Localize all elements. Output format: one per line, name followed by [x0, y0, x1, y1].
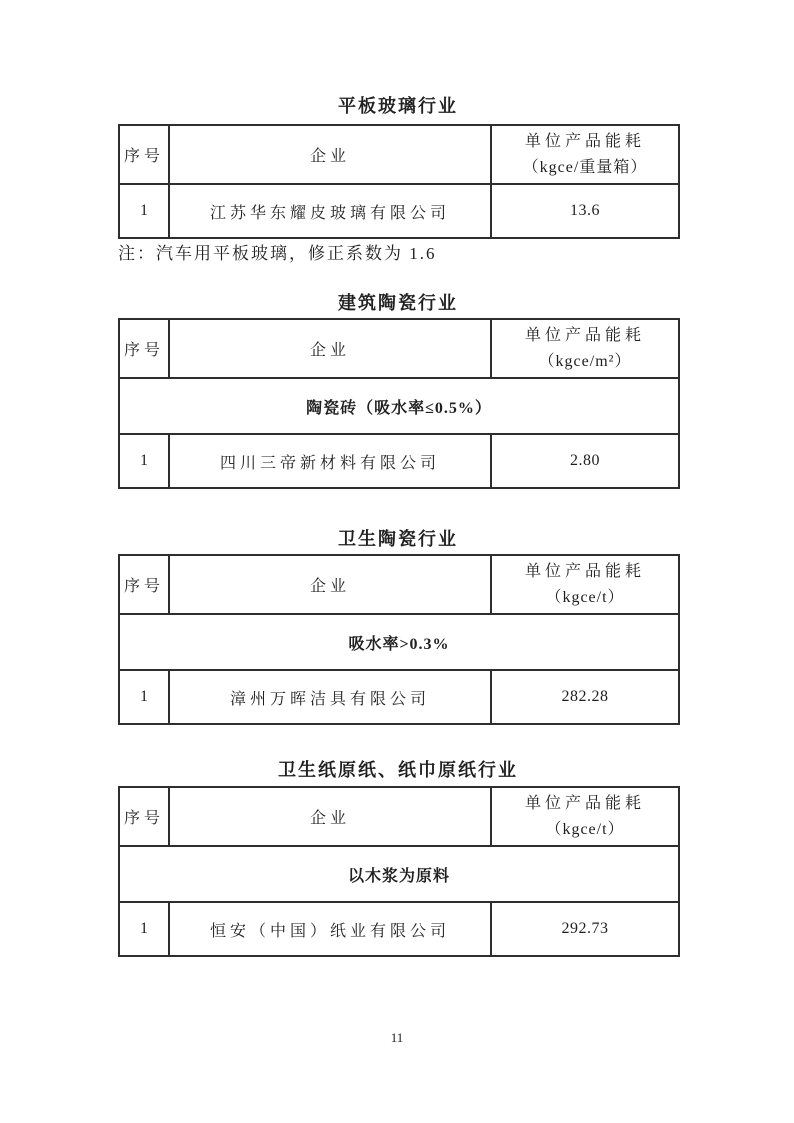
cell-company: 恒安（中国）纸业有限公司	[169, 902, 491, 956]
header-energy-line1: 单位产品能耗	[524, 794, 645, 812]
header-serial: 序号	[119, 787, 169, 846]
section-label: 吸水率>0.3%	[119, 614, 679, 670]
table-title-flat-glass: 平板玻璃行业	[338, 96, 458, 116]
header-company: 企业	[169, 787, 491, 846]
table-header-row	[119, 319, 679, 378]
header-energy-line1: 单位产品能耗	[524, 326, 645, 344]
header-company: 企业	[169, 555, 491, 614]
section-label: 陶瓷砖（吸水率≤0.5%）	[119, 378, 679, 434]
table-header-row	[119, 555, 679, 614]
tissue-paper-table	[118, 786, 680, 957]
table-header-row	[119, 125, 679, 184]
table-title-building-ceramics: 建筑陶瓷行业	[338, 293, 458, 313]
header-company: 企业	[169, 319, 491, 378]
header-energy-unit: （kgce/重量箱）	[522, 158, 648, 176]
cell-company: 漳州万晖洁具有限公司	[169, 670, 491, 724]
cell-company: 江苏华东耀皮玻璃有限公司	[169, 184, 491, 238]
cell-energy-value: 292.73	[491, 902, 679, 956]
section-label-row	[119, 614, 679, 670]
header-energy	[491, 125, 679, 184]
cell-energy-value: 13.6	[491, 184, 679, 238]
table-header-row	[119, 787, 679, 846]
table-title-tissue-paper: 卫生纸原纸、纸巾原纸行业	[278, 760, 518, 780]
cell-company: 四川三帝新材料有限公司	[169, 434, 491, 488]
header-energy	[491, 555, 679, 614]
table-row	[119, 434, 679, 488]
header-energy-unit: （kgce/m²）	[538, 352, 632, 370]
table-title-sanitary-ceramics: 卫生陶瓷行业	[338, 529, 458, 549]
header-energy-unit: （kgce/t）	[545, 588, 625, 606]
header-energy-line1: 单位产品能耗	[524, 132, 645, 150]
header-serial: 序号	[119, 319, 169, 378]
header-energy	[491, 319, 679, 378]
sanitary-ceramics-table	[118, 554, 680, 725]
header-energy-unit: （kgce/t）	[545, 820, 625, 838]
cell-serial: 1	[119, 434, 169, 488]
cell-energy-value: 282.28	[491, 670, 679, 724]
flat-glass-table	[118, 124, 680, 239]
header-energy	[491, 787, 679, 846]
table-row	[119, 670, 679, 724]
cell-serial: 1	[119, 902, 169, 956]
cell-energy-value: 2.80	[491, 434, 679, 488]
table-row	[119, 902, 679, 956]
building-ceramics-table	[118, 318, 680, 489]
section-label: 以木浆为原料	[119, 846, 679, 902]
table-row	[119, 184, 679, 238]
page-number: 11	[390, 1030, 404, 1045]
header-company: 企业	[169, 125, 491, 184]
section-label-row	[119, 378, 679, 434]
header-energy-line1: 单位产品能耗	[524, 562, 645, 580]
header-serial: 序号	[119, 125, 169, 184]
cell-serial: 1	[119, 184, 169, 238]
header-serial: 序号	[119, 555, 169, 614]
cell-serial: 1	[119, 670, 169, 724]
table-note: 注：汽车用平板玻璃，修正系数为 1.6	[118, 244, 437, 263]
section-label-row	[119, 846, 679, 902]
